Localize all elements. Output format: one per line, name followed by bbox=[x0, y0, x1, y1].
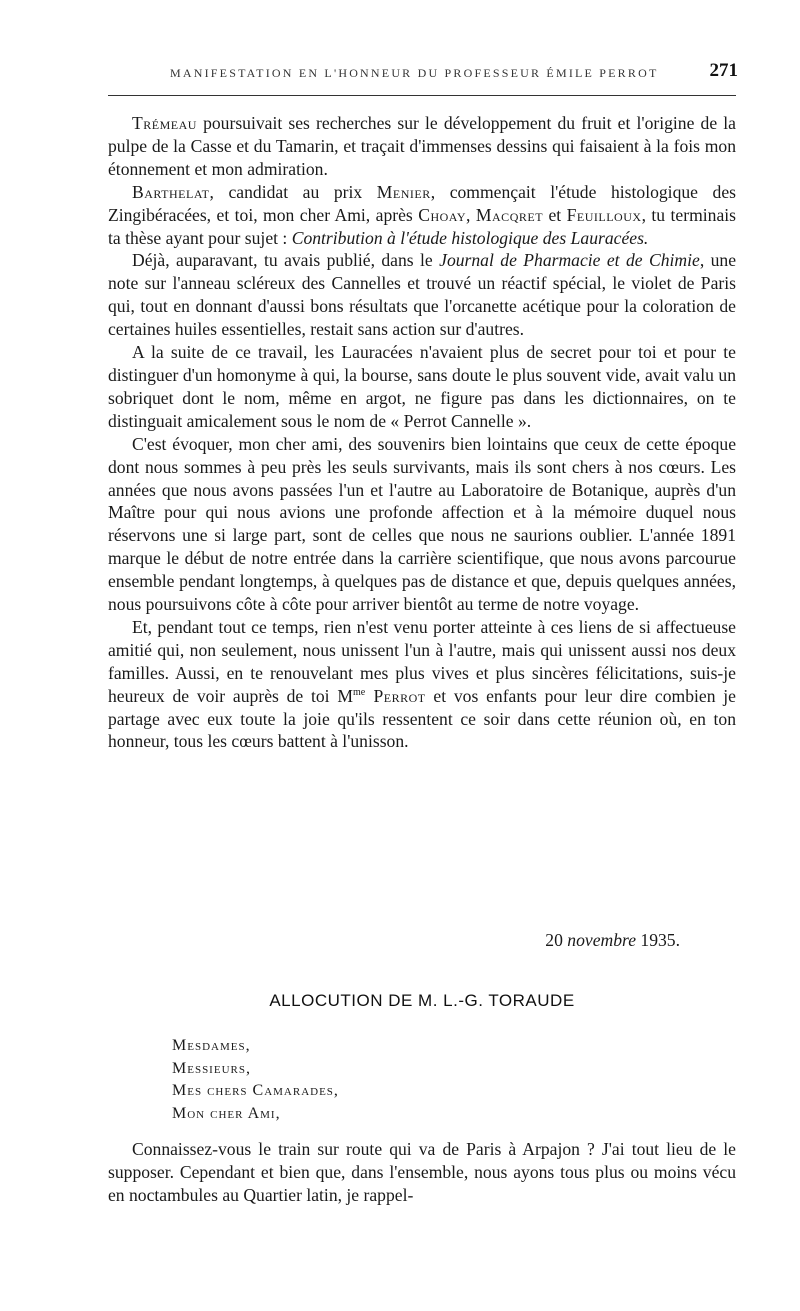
paragraph-tremeau bbox=[108, 112, 736, 181]
paragraph-text: , candidat au prix bbox=[209, 181, 377, 202]
paragraph-text: , commençait l'étude histologique des Zingibéracées, et toi, mon cher Ami, après bbox=[108, 181, 736, 225]
date-line bbox=[108, 930, 680, 951]
name-feuilloux: Feuilloux bbox=[566, 204, 642, 225]
date-year: 1935. bbox=[636, 930, 680, 950]
running-header bbox=[108, 62, 738, 86]
salutation-line: Mesdames, bbox=[172, 1037, 251, 1054]
header-rule bbox=[108, 95, 736, 96]
section-title: ALLOCUTION DE M. L.-G. TORAUDE bbox=[269, 991, 575, 1010]
paragraph-text: poursuivait ses recherches sur le développement du fruit et l'origine de la pulpe de la Casse et du Tamarin, et traçait d'immenses dessins qui faisaient à la fois mon étonnement et mon admiration. bbox=[108, 113, 736, 179]
thesis-title: Contribution à l'étude histologique des Lauracées. bbox=[291, 227, 649, 248]
speech-body bbox=[108, 1138, 736, 1207]
paragraph-text: , tu terminais ta thèse ayant pour sujet : bbox=[108, 204, 737, 248]
title-superscript: me bbox=[353, 686, 366, 698]
paragraph-text: , bbox=[466, 204, 476, 225]
paragraph-barthelat bbox=[108, 181, 736, 250]
journal-title: Journal de Pharmacie et de Chimie bbox=[439, 250, 700, 271]
name-macqret: Macqret bbox=[475, 204, 544, 225]
paragraph-text: et vos enfants pour leur dire combien je partage avec eux toute la joie qu'ils ressentent ce soir dans cette réunion où, en ton honneur, tous les cœurs battent à l'unisson. bbox=[108, 685, 736, 752]
salutation-line: Mon cher Ami, bbox=[172, 1104, 281, 1122]
name-perrot: Perrot bbox=[365, 685, 426, 706]
paragraph-souvenirs: C'est évoquer, mon cher ami, des souvenirs bien lointains que ceux de cette époque dont nous sommes à peu près les seuls survivants, mais ils sont chers à nos cœurs. Les années que nous avons passées l'un et l'autre au Laboratoire de Botanique, auprès d'un Maître pour qui nous avions une profonde affection et à la mémoire duquel nous réservons une si large part, sont de celles que nous ne saurions oublier. L'année 1891 marque le début de notre entrée dans la carrière scientifique, que nous avons parcourue ensemble pendant longtemps, à quelques pas de distance et que, depuis quelques années, nous poursuivons côte à côte pour arriver bientôt au terme de notre voyage. bbox=[108, 433, 736, 615]
page-number: 271 bbox=[709, 60, 738, 81]
date-day: 20 bbox=[545, 930, 568, 950]
name-tremeau: Trémeau bbox=[132, 113, 197, 133]
letter-body bbox=[108, 112, 736, 753]
name-barthelat: Barthelat bbox=[132, 181, 210, 202]
salutation-line: Mes chers Camarades, bbox=[172, 1082, 339, 1099]
paragraph-text: et bbox=[543, 204, 567, 225]
paragraph-intro: Connaissez-vous le train sur route qui va de Paris à Arpajon ? J'ai tout lieu de le supposer. Cependant et bien que, dans l'ensemble, nous ayons tous plus ou moins vécu en noctambules au Quartier latin, je rappel- bbox=[108, 1139, 736, 1205]
date-month: novembre bbox=[567, 930, 637, 950]
paragraph-amitie bbox=[108, 616, 736, 753]
paragraph-lauracees: A la suite de ce travail, les Lauracées n'avaient plus de secret pour toi et pour te distinguer d'un homonyme à qui, la bourse, sans doute le plus souvent vide, avait valu un sobriquet dont le nom, même en argot, ne figure pas dans les dictionnaires, on te distinguait amicalement sous le nom de « Perrot Cannelle ». bbox=[108, 342, 736, 431]
paragraph-text: , une note sur l'anneau scléreux des Cannelles et trouvé un réactif spécial, le violet de Paris qui, tout en donnant d'aussi bons résultats que l'orcanette acétique pour la coloration de certaines huiles essentielles, restait sans action sur d'autres. bbox=[108, 250, 737, 340]
paragraph-journal bbox=[108, 249, 736, 341]
name-menier: Menier bbox=[376, 181, 431, 202]
paragraph-text: Déjà, auparavant, tu avais publié, dans le bbox=[132, 250, 440, 271]
running-title: MANIFESTATION EN L'HONNEUR DU PROFESSEUR ÉMILE PERROT bbox=[170, 66, 659, 80]
salutation-line: Messieurs, bbox=[172, 1059, 251, 1077]
name-choay: Choay bbox=[418, 204, 467, 225]
salutations bbox=[172, 1035, 339, 1125]
paragraph-text: Et, pendant tout ce temps, rien n'est venu porter atteinte à ces liens de si affectueuse amitié qui, non seulement, nous unissent l'un à l'autre, mais qui unissent aussi nos deux familles. Aussi, en te renouvelant mes plus vives et plus sincères félicitations, suis-je heureux de voir auprès de toi M bbox=[108, 616, 736, 706]
